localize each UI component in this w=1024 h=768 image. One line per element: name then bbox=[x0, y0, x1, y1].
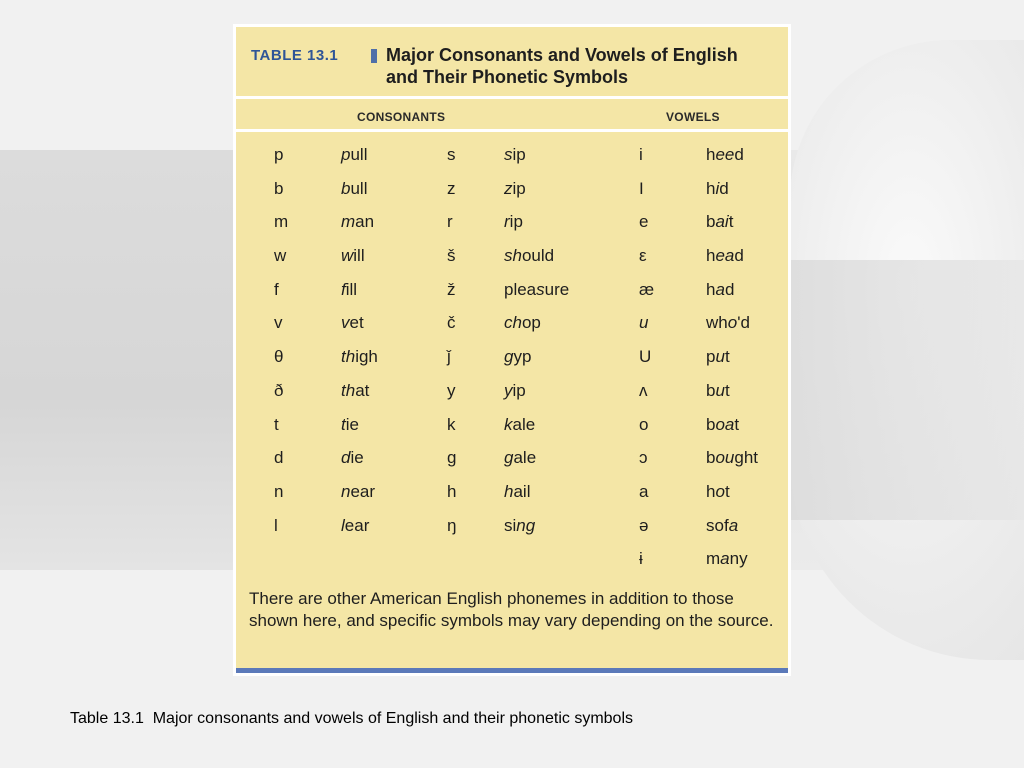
consonant-example: man bbox=[341, 212, 375, 232]
table-footnote: There are other American English phonemes in addition to those shown here, and specific symbols may vary depending on the source. bbox=[249, 589, 774, 630]
vowel-example: boat bbox=[706, 414, 740, 434]
consonant-symbol: b bbox=[274, 178, 284, 198]
table-row bbox=[236, 145, 788, 179]
table-row bbox=[236, 313, 788, 347]
consonant-example: pull bbox=[341, 145, 368, 164]
vowel-symbol: ʌ bbox=[639, 380, 648, 400]
table-title-line-2: and Their Phonetic Symbols bbox=[386, 67, 629, 87]
vowel-symbol: e bbox=[639, 212, 649, 232]
table-row bbox=[236, 280, 788, 314]
consonant-example: pleasure bbox=[504, 279, 570, 299]
vowel-example: many bbox=[706, 549, 748, 569]
vowel-example: but bbox=[706, 380, 730, 400]
vowel-symbol: æ bbox=[639, 279, 655, 299]
column-heading-vowels: VOWELS bbox=[666, 110, 720, 124]
consonant-symbol: n bbox=[274, 481, 284, 501]
consonant-example: fill bbox=[341, 279, 358, 299]
background-right-shade bbox=[790, 260, 1024, 520]
consonant-example: vet bbox=[341, 313, 364, 333]
consonant-example: sip bbox=[504, 145, 526, 164]
consonant-example: chop bbox=[504, 313, 541, 333]
consonant-symbol: θ bbox=[274, 347, 284, 367]
consonant-symbol: ŋ bbox=[447, 515, 457, 535]
vowel-symbol: ε bbox=[639, 246, 647, 266]
table-row bbox=[236, 381, 788, 415]
consonant-symbol: š bbox=[447, 246, 456, 266]
vowel-example: bought bbox=[706, 448, 759, 468]
table-row bbox=[236, 516, 788, 550]
consonant-symbol: k bbox=[447, 414, 456, 434]
vowel-example: heed bbox=[706, 145, 744, 164]
vowel-symbol: U bbox=[639, 347, 652, 367]
vowel-symbol: a bbox=[639, 481, 649, 501]
consonant-example: die bbox=[341, 448, 364, 468]
consonant-symbol: d bbox=[274, 448, 284, 468]
consonant-example: will bbox=[341, 246, 365, 266]
vowel-example: hot bbox=[706, 481, 730, 501]
table-title bbox=[386, 44, 786, 88]
consonant-symbol: r bbox=[447, 212, 453, 232]
consonant-example: rip bbox=[504, 212, 523, 232]
consonant-symbol: p bbox=[274, 145, 284, 164]
vowel-example: sofa bbox=[706, 515, 739, 535]
vowel-symbol: I bbox=[639, 178, 644, 198]
consonant-symbol: ð bbox=[274, 380, 284, 400]
consonant-symbol: l bbox=[274, 515, 278, 535]
table-header bbox=[236, 27, 788, 99]
vowel-symbol: ə bbox=[639, 515, 649, 535]
consonant-symbol: g bbox=[447, 448, 457, 468]
consonant-symbol: č bbox=[447, 313, 456, 333]
consonant-symbol: z bbox=[447, 178, 456, 198]
consonant-example: hail bbox=[504, 481, 531, 501]
consonant-symbol: v bbox=[274, 313, 283, 333]
vowel-symbol: u bbox=[639, 313, 649, 333]
consonant-symbol: y bbox=[447, 380, 456, 400]
table-number: TABLE 13.1 bbox=[251, 47, 339, 64]
consonant-symbol: m bbox=[274, 212, 289, 232]
table-bottom-rule bbox=[236, 668, 788, 673]
vowel-example: put bbox=[706, 347, 730, 367]
consonant-symbol: ǰ bbox=[447, 347, 451, 367]
vowel-example: head bbox=[706, 246, 744, 266]
phonetic-table-figure bbox=[233, 24, 791, 676]
table-row bbox=[236, 415, 788, 449]
consonant-symbol: t bbox=[274, 414, 279, 434]
consonant-symbol: s bbox=[447, 145, 456, 164]
consonant-example: that bbox=[341, 380, 370, 400]
table-row bbox=[236, 179, 788, 213]
consonant-example: tie bbox=[341, 414, 359, 434]
vowel-example: hid bbox=[706, 178, 729, 198]
table-row bbox=[236, 246, 788, 280]
consonant-example: thigh bbox=[341, 347, 378, 367]
table-row bbox=[236, 448, 788, 482]
vowel-example: bait bbox=[706, 212, 734, 232]
consonant-example: lear bbox=[341, 515, 370, 535]
consonant-example: gyp bbox=[504, 347, 532, 367]
consonant-example: should bbox=[504, 246, 555, 266]
vowel-symbol: ɔ bbox=[639, 448, 648, 468]
table-row bbox=[236, 549, 788, 583]
table-title-line-1: Major Consonants and Vowels of English bbox=[386, 45, 738, 65]
table-row bbox=[236, 482, 788, 516]
consonant-example: sing bbox=[504, 515, 536, 535]
consonant-symbol: w bbox=[274, 246, 287, 266]
slide-caption: Table 13.1 Major consonants and vowels of English and their phonetic symbols bbox=[70, 710, 633, 727]
background-left-panel bbox=[0, 150, 235, 570]
consonant-example: gale bbox=[504, 448, 537, 468]
consonant-example: near bbox=[341, 481, 376, 501]
table-row bbox=[236, 212, 788, 246]
consonant-example: bull bbox=[341, 178, 368, 198]
vowel-symbol: i bbox=[639, 145, 643, 164]
vowel-example: had bbox=[706, 279, 735, 299]
title-separator-bar bbox=[371, 49, 377, 63]
column-heading-consonants: CONSONANTS bbox=[357, 110, 446, 124]
consonant-symbol: ž bbox=[447, 279, 456, 299]
consonant-symbol: h bbox=[447, 481, 457, 501]
table-body bbox=[236, 27, 788, 673]
vowel-symbol: o bbox=[639, 414, 649, 434]
table-rows bbox=[236, 145, 788, 583]
consonant-example: kale bbox=[504, 414, 536, 434]
vowel-example: who'd bbox=[706, 313, 750, 333]
vowel-symbol: ɨ bbox=[639, 549, 643, 569]
column-heading-divider bbox=[236, 129, 788, 132]
header-divider bbox=[236, 96, 788, 99]
table-row bbox=[236, 347, 788, 381]
consonant-symbol: f bbox=[274, 279, 279, 299]
consonant-example: yip bbox=[504, 380, 526, 400]
consonant-example: zip bbox=[504, 178, 526, 198]
